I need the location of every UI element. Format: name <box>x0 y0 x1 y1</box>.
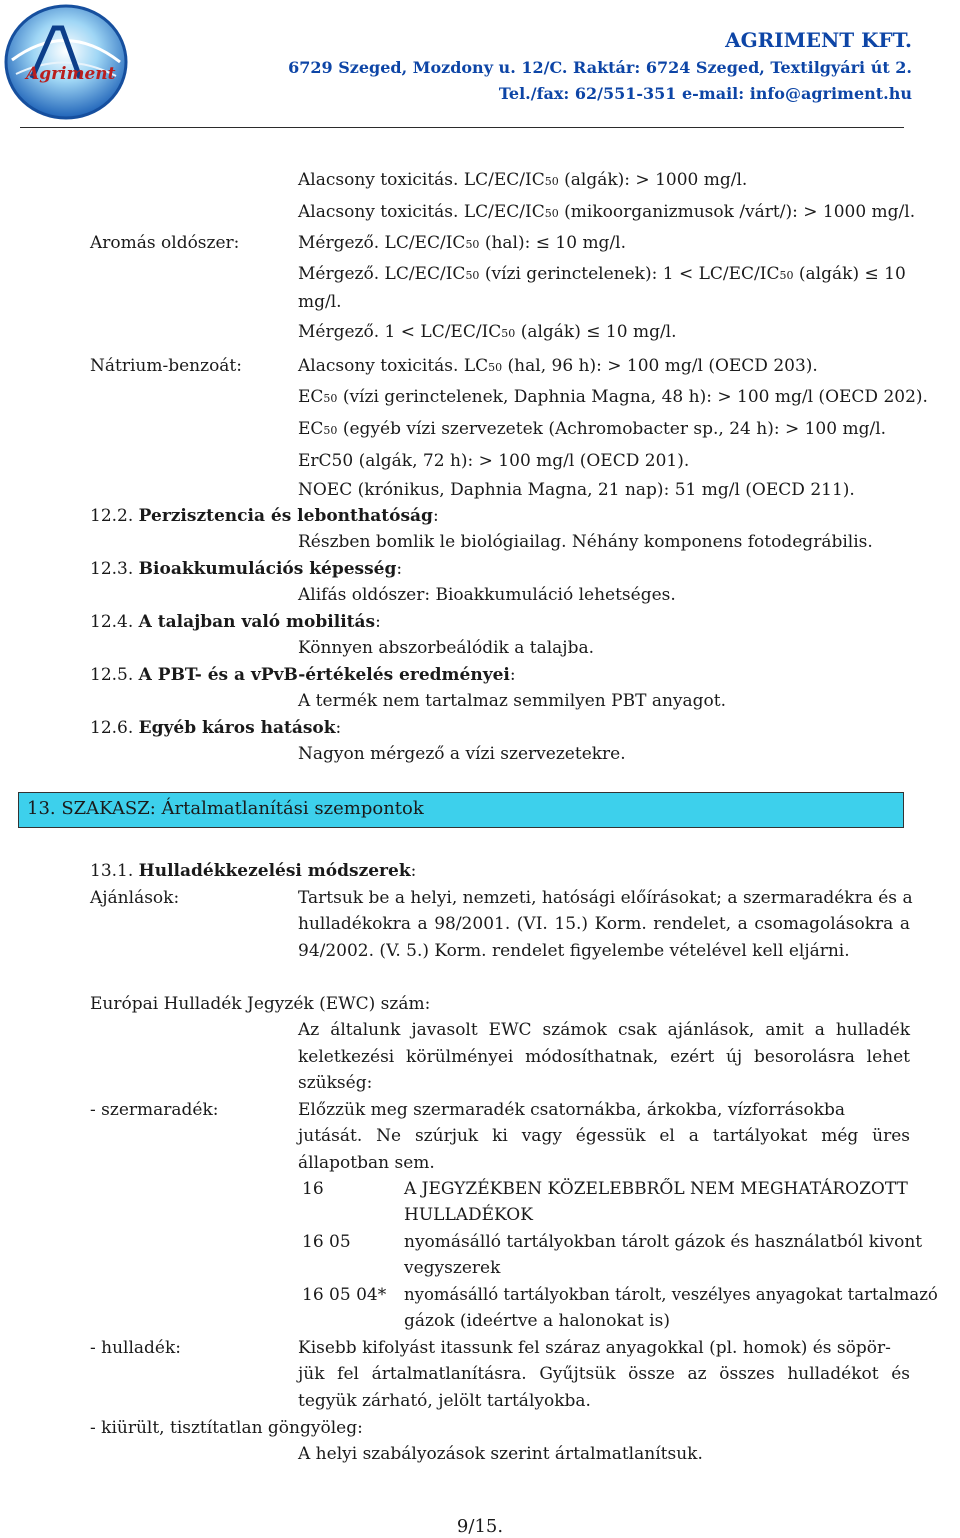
ewc-line1: Az általunk javasolt EWC számok csak ajánlások, amit a hulladék <box>298 1020 910 1040</box>
ewc-desc: A JEGYZÉKBEN KÖZELEBBRŐL NEM MEGHATÁROZOTT <box>404 1179 908 1199</box>
kiurult-line1: A helyi szabályozások szerint ártalmatlanítsuk. <box>298 1444 703 1464</box>
ajanlasok-line2: hulladékokra a 98/2001. (VI. 15.) Korm. rendelet, a csomagolásokra a <box>298 914 910 934</box>
heading-12-6: 12.6. Egyéb káros hatások: <box>90 718 342 738</box>
heading-13-1: 13.1. Hulladékkezelési módszerek: <box>90 861 417 881</box>
hulladek-line2: jük fel ártalmatlanításra. Gyűjtsük össze az összes hulladékot és <box>298 1364 910 1384</box>
ewc-desc: nyomásálló tartályokban tárolt, veszélyes anyagokat tartalmazó <box>404 1285 938 1304</box>
section-13-title: 13. SZAKASZ: Ártalmatlanítási szempontok <box>27 798 424 819</box>
heading-12-5: 12.5. A PBT- és a vPvB-értékelés eredményei: <box>90 665 516 685</box>
aromas-label: Aromás oldószer: <box>90 233 240 253</box>
text-12-4: Könnyen abszorbeálódik a talajba. <box>298 638 594 658</box>
natrium-label: Nátrium-benzoát: <box>90 356 242 376</box>
ewc-line3: szükség: <box>298 1073 373 1093</box>
ewc-desc-cont: HULLADÉKOK <box>404 1205 533 1225</box>
logo-text: Agriment <box>26 64 116 84</box>
natrium-algae: ErC50 (algák, 72 h): > 100 mg/l (OECD 201). <box>298 451 690 471</box>
heading-12-2: 12.2. Perzisztencia és lebonthatóság: <box>90 506 439 526</box>
ewc-desc-cont: vegyszerek <box>404 1258 501 1278</box>
ewc-code: 16 05 04* <box>302 1285 387 1305</box>
ewc-code: 16 05 <box>302 1232 351 1252</box>
natrium-fish: Alacsony toxicitás. LC50 (hal, 96 h): > 100 mg/l (OECD 203). <box>298 356 818 376</box>
tox-line-algae-range: Mérgező. 1 < LC/EC/IC50 (algák) ≤ 10 mg/l. <box>298 322 677 342</box>
tox-line-algae: Alacsony toxicitás. LC/EC/IC50 (algák): > 1000 mg/l. <box>298 170 748 190</box>
tox-line-invertebrates-cont: mg/l. <box>298 292 342 312</box>
tox-line-microorg: Alacsony toxicitás. LC/EC/IC50 (mikoorganizmusok /várt/): > 1000 mg/l. <box>298 202 916 222</box>
ajanlasok-line3: 94/2002. (V. 5.) Korm. rendelet figyelembe vételével kell eljárni. <box>298 941 850 961</box>
company-contact: Tel./fax: 62/551-351 e-mail: info@agriment.hu <box>498 84 912 103</box>
page-number: 9/15. <box>456 1516 504 1537</box>
szermaradek-label: - szermaradék: <box>90 1100 219 1120</box>
text-12-6: Nagyon mérgező a vízi szervezetekre. <box>298 744 626 764</box>
natrium-noec: NOEC (krónikus, Daphnia Magna, 21 nap): 51 mg/l (OECD 211). <box>298 480 855 500</box>
natrium-other: EC50 (egyéb vízi szervezetek (Achromobacter sp., 24 h): > 100 mg/l. <box>298 419 887 439</box>
tox-line-invertebrates: Mérgező. LC/EC/IC50 (vízi gerinctelenek): 1 < LC/EC/IC50 (algák) ≤ 10 <box>298 264 906 284</box>
text-12-2: Részben bomlik le biológiailag. Néhány komponens fotodegrábilis. <box>298 532 873 552</box>
ewc-desc: nyomásálló tartályokban tárolt gázok és használatból kivont <box>404 1232 923 1252</box>
text-12-5: A termék nem tartalmaz semmilyen PBT anyagot. <box>298 691 726 711</box>
hulladek-line3: tegyük zárható, jelölt tartályokba. <box>298 1391 591 1411</box>
company-logo <box>2 0 130 122</box>
text-12-3: Alifás oldószer: Bioakkumuláció lehetséges. <box>298 585 676 605</box>
ewc-line2: keletkezési körülményei módosíthatnak, ezért új besorolásra lehet <box>298 1047 910 1067</box>
szermaradek-line3: állapotban sem. <box>298 1153 435 1173</box>
ewc-desc-cont: gázok (ideértve a halonokat is) <box>404 1311 670 1331</box>
ewc-code: 16 <box>302 1179 324 1199</box>
hulladek-line1: Kisebb kifolyást itassunk fel száraz anyagokkal (pl. homok) és söpör- <box>298 1338 891 1358</box>
company-name: AGRIMENT KFT. <box>725 28 912 52</box>
heading-12-3: 12.3. Bioakkumulációs képesség: <box>90 559 403 579</box>
heading-12-4: 12.4. A talajban való mobilitás: <box>90 612 381 632</box>
kiurult-label: - kiürült, tisztítatlan göngyöleg: <box>90 1418 363 1438</box>
szermaradek-line1: Előzzük meg szermaradék csatornákba, árkokba, vízforrásokba <box>298 1100 846 1120</box>
ajanlasok-label: Ajánlások: <box>90 888 180 908</box>
szermaradek-line2: jutását. Ne szúrjuk ki vagy égessük el a tartályokat még üres <box>298 1126 910 1146</box>
natrium-daphnia: EC50 (vízi gerinctelenek, Daphnia Magna, 48 h): > 100 mg/l (OECD 202). <box>298 387 928 407</box>
ewc-label: Európai Hulladék Jegyzék (EWC) szám: <box>90 994 431 1014</box>
header-rule <box>20 127 904 128</box>
tox-line-fish: Mérgező. LC/EC/IC50 (hal): ≤ 10 mg/l. <box>298 233 627 253</box>
company-address: 6729 Szeged, Mozdony u. 12/C. Raktár: 6724 Szeged, Textilgyári út 2. <box>288 58 912 77</box>
hulladek-label: - hulladék: <box>90 1338 182 1358</box>
ajanlasok-line1: Tartsuk be a helyi, nemzeti, hatósági előírásokat; a szermaradékra és a <box>298 888 913 908</box>
section-13-banner <box>18 792 904 828</box>
